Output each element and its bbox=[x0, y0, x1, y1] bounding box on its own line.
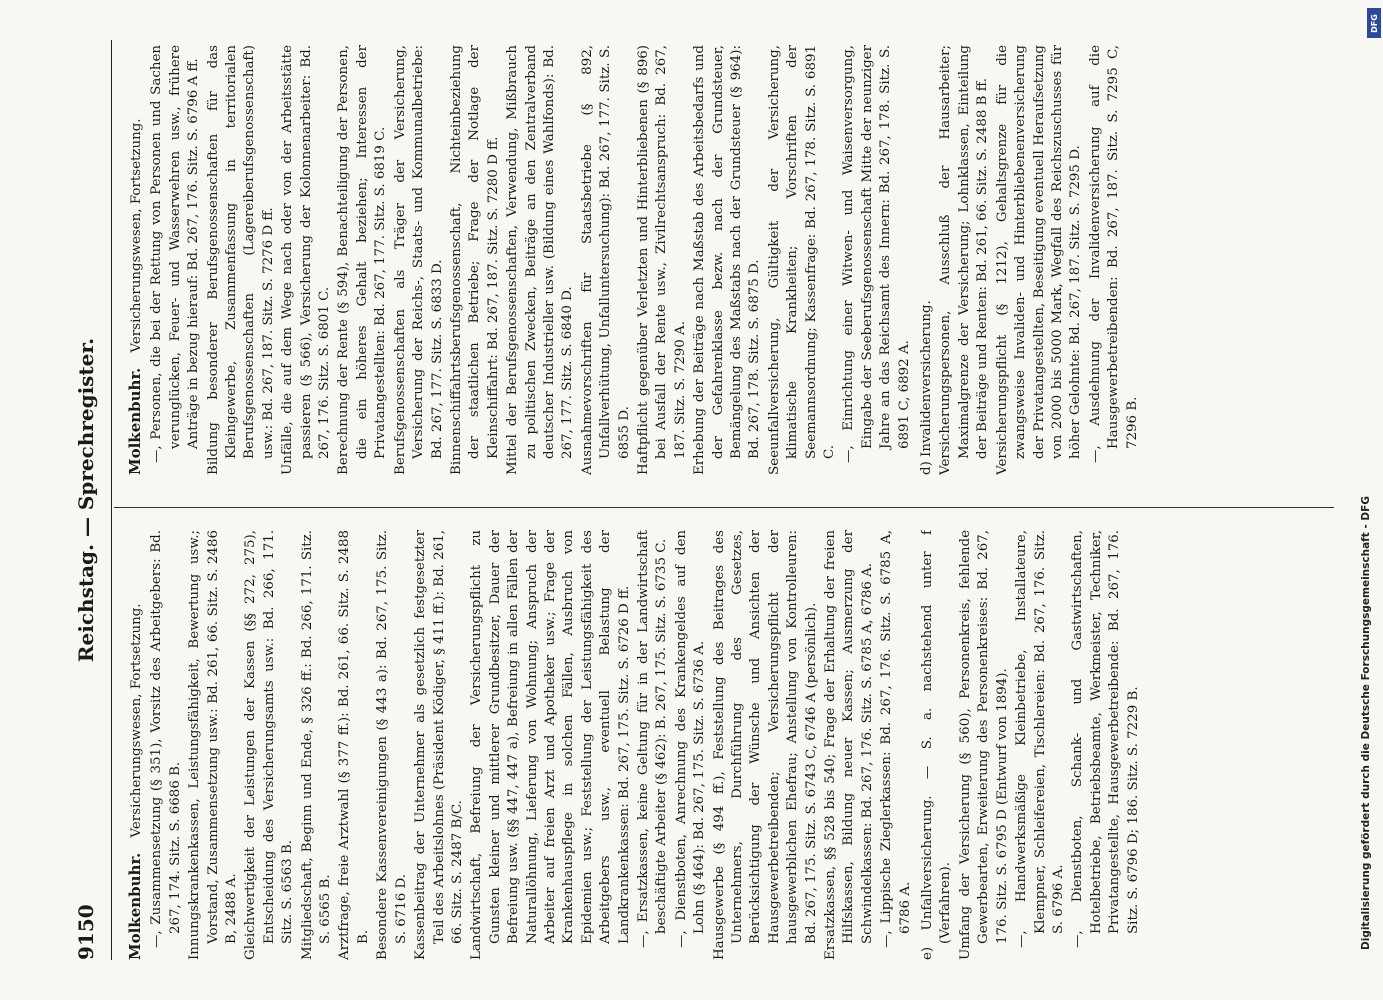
register-entry: Berechnung der Rente (§ 594), Benachteiligung der Personen, die ein höheres Gehalt beziehen; Interessen der Privatangestellten: Bd. 267, 177. Sitz. S. 6819 C. bbox=[336, 45, 389, 475]
register-entry: Gleichwertigkeit der Leistungen der Kassen (§§ 272, 275), Entscheidung des Versicherungsamts usw.: Bd. 266, 171. Sitz. S. 6563 B. bbox=[243, 530, 296, 960]
register-entry: Arztfrage, freie Arztwahl (§ 377 ff.): Bd. 261, 66. Sitz. S. 2488 B. bbox=[337, 530, 371, 960]
speaker-name: Molkenbuhr. bbox=[126, 367, 144, 475]
register-entry: Landwirtschaft, Befreiung der Versicherungspflicht zu Gunsten kleiner und mittlerer Grundbesitzer, Dauer der Befreiung usw. (§§ 447, 447 a), Befreiung in allen Fällen der Naturallöhnung, Lieferung von Wohnung; Anspruch der Arbeiter auf freien Arzt und Apotheker usw.; Frage der Krankenhauspflege in solchen Fällen, Ausbruch von Epidemien usw.; Feststellung der Leistungsfähigkeit des Arbeitgebers usw., eventuell Belastung der Landkrankenkassen: Bd. 267, 175. Sitz. S. 6726 D ff. bbox=[469, 530, 632, 960]
register-entry: Mittel der Berufsgenossenschaften, Verwendung, Mißbrauch zu politischen Zwecken, Beiträge an den Zentralverband deutscher Industrieller usw. (Bildung eines Wahlfonds): Bd. 267, 177. Sitz. S. 6840 D. bbox=[505, 45, 576, 475]
register-entry: Versicherungspersonen, Ausschluß der Hausarbeiter; Maximalgrenze der Versicherung; Lohnklassen, Einteilung der Beiträge und Renten: Bd. 261, 66. Sitz. S. 2488 B ff. bbox=[938, 45, 991, 475]
register-entry: Innungskrankenkassen, Leistungsfähigkeit, Bewertung usw.; Vorstand, Zusammensetzung usw.: Bd. 261, 66. Sitz. S. 2486 B, 2488 A. bbox=[187, 530, 240, 960]
register-entry: —, Dienstboten, Anrechnung des Krankengeldes auf den Lohn (§ 464): Bd. 267, 175. Sitz. S. 6736 A. bbox=[673, 530, 708, 948]
register-entry: Haftpflicht gegenüber Verletzten und Hinterbliebenen (§ 896) bei Ausfall der Rente usw., Zivilrechtsanspruch: Bd. 267, 187. Sitz. S. 7290 A. bbox=[635, 45, 688, 475]
register-entry: Seeunfallversicherung, Gültigkeit der Versicherung, klimatische Krankheiten; Vorschriften der Seemannsordnung; Kassenfrage: Bd. 267, 178. Sitz. S. 6891 C. bbox=[766, 45, 838, 475]
register-entry: Besondere Kassenvereinigungen (§ 443 a): Bd. 267, 175. Sitz. S. 6716 D. bbox=[375, 530, 409, 960]
topic-heading: Versicherungswesen, Fortsetzung. bbox=[129, 603, 144, 838]
right-column-heading bbox=[126, 45, 146, 475]
document-page bbox=[30, 0, 1360, 1000]
register-entry: Hausgewerbe (§ 494 ff.), Feststellung des Beitrages des Unternehmers, Durchführung des Gesetzes, Berücksichtigung der Wünsche und Ansichten der Hausgewerbetreibenden; Versicherungspflicht der hausgewerblichen Ehefrau; Anstellung von Kontrolleuren: Bd. 267, 175. Sitz. S. 6743 C, 6746 A (persönlich). bbox=[711, 530, 819, 960]
register-entry: Mitgliedschaft, Beginn und Ende, § 326 ff.: Bd. 266, 171. Sitz. S. 6565 B. bbox=[299, 530, 334, 960]
register-entry: Bildung besonderer Berufsgenossenschaften für das Kleingewerbe, Zusammenfassung in territorialen Berufsgenossenschaften (Lagereiberufsgenossenschaft) usw.: Bd. 267, 187. Sitz. S. 7276 D ff. bbox=[205, 45, 276, 475]
left-column-heading bbox=[126, 530, 146, 960]
left-column bbox=[126, 530, 1336, 960]
page-title: Reichstag. — Sprechregister. bbox=[74, 337, 98, 663]
register-entry: Ausnahmevorschriften für Staatsbetriebe (§ 892, Unfallverhütung, Unfalluntersuchung): Bd. 267, 177. Sitz. S. 6855 D. bbox=[579, 45, 632, 475]
section-heading: e) Unfallversicherung. — S. a. nachstehend unter f (Verfahren). bbox=[920, 530, 954, 960]
left-entries bbox=[148, 530, 915, 960]
dfg-logo-text: DFG bbox=[1369, 13, 1379, 33]
register-entry: —, Personen, die bei der Rettung von Personen und Sachen verunglücken, Feuer- und Wasserwehren usw., frühere Anträge in bezug hierauf: Bd. 267, 176. Sitz. S. 6796 A ff. bbox=[149, 45, 202, 463]
header-rule bbox=[111, 40, 112, 960]
register-entry: —, Lippische Zieglerkassen: Bd. 267, 176. Sitz. S. 6785 A, 6786 A. bbox=[879, 530, 913, 948]
register-entry: Berufsgenossenschaften als Träger der Versicherung, Versicherung der Reichs-, Staats- und Kommunalbetriebe: Bd. 267, 177. Sitz. S. 6833 D. bbox=[392, 45, 445, 475]
register-entry: —, Zusammensetzung (§ 351), Vorsitz des Arbeitgebers: Bd. 267, 174. Sitz. S. 6686 B. bbox=[149, 530, 183, 948]
register-entry: —, Dienstboten, Schank- und Gastwirtschaften, Hotelbetriebe, Betriebsbeamte, Werkmeister, Techniker, Privatangestellte, Hausgewerbetreibende: Bd. 267, 176. Sitz. S. 6796 D; 186. Sitz. S. 7229 B. bbox=[1070, 530, 1141, 948]
page-header bbox=[68, 40, 108, 960]
register-entry: —, Ersatzkassen, keine Geltung für in der Landwirtschaft beschäftigte Arbeiter (§ 462): B. 267, 175. Sitz. S. 6735 C. bbox=[635, 530, 670, 948]
register-entry: —, Einrichtung einer Witwen- und Waisenversorgung, Eingabe der Seeberufsgenossenschaft Mitte der neunziger Jahre an das Reichsamt des Innern: Bd. 267, 178. Sitz. S. 6891 C, 6892 A. bbox=[841, 45, 912, 463]
register-entry: Erhebung der Beiträge nach Maßstab des Arbeitsbedarfs und der Gefahrenklasse bezw. nach der Grundsteuer, Bemängelung des Maßstabs nach der Grundsteuer (§ 964): Bd. 267, 178. Sitz. S. 6875 D. bbox=[692, 45, 763, 475]
digitization-note-text: Digitalisierung gefördert durch die Deutsche Forschungsgemeinschaft - DFG bbox=[1360, 496, 1372, 950]
digitization-note bbox=[1352, 20, 1383, 960]
register-entry: Binnenschiffahrtsberufsgenossenschaft, Nichteinbeziehung der staatlichen Betriebe; Frage der Notlage der Kleinschiffahrt: Bd. 267, 187. Sitz. S. 7280 D ff. bbox=[448, 45, 501, 475]
column-divider bbox=[114, 507, 1334, 508]
speaker-name: Molkenbuhr. bbox=[126, 852, 144, 960]
register-entry: Unfälle, die auf dem Wege nach oder von der Arbeitsstätte passieren (§ 566), Versicherung der Kolonnenarbeiter: Bd. 267, 176. Sitz. S. 6801 C. bbox=[280, 45, 333, 475]
right-entries bbox=[148, 45, 914, 475]
register-entry: —, Ausdehnung der Invalidenversicherung auf die Hausgewerbetreibenden: Bd. 267, 187. Sitz. S. 7295 C, 7296 B. bbox=[1087, 45, 1140, 463]
register-entry: Kassenbeitrag der Unternehmer als gesetzlich festgesetzter Teil des Arbeitslohnes (Präsident Ködiger, § 411 ff.): Bd. 261, 66. Sitz. S. 2487 B/C. bbox=[413, 530, 465, 960]
right-column bbox=[126, 45, 1336, 475]
register-entry: —, Handwerksmäßige Kleinbetriebe, Installateure, Klempner, Schleifereien, Tischlereien: Bd. 267, 176. Sitz. S. 6796 A. bbox=[1014, 530, 1066, 948]
section-heading: d) Invalidenversicherung. bbox=[919, 300, 935, 475]
register-entry: Versicherungspflicht (§ 1212), Gehaltsgrenze für die zwangsweise Invaliden- und Hinterbliebenenversicherung der Privatangestellten, Beseitigung eventuell Heraufsetzung von 2000 bis 5000 Mark, Wegfall des Reichszuschusses für höher Gelohnte: Bd. 267, 187. Sitz. S. 7295 D. bbox=[994, 45, 1084, 475]
topic-heading: Versicherungswesen, Fortsetzung. bbox=[129, 118, 144, 353]
register-entry: Umfang der Versicherung (§ 560), Personenkreis, fehlende Gewerbearten, Erweiterung des Personenkreises: Bd. 267, 176. Sitz. S. 6795 D (Entwurf von 1894). bbox=[957, 530, 1010, 960]
register-entry: Ersatzkassen, §§ 528 bis 540; Frage der Erhaltung der freien Hilfskassen, Bildung neuer Kassen; Ausmerzung der Schwindelkassen: Bd. 267, 176. Sitz. S. 6785 A, 6786 A. bbox=[823, 530, 875, 960]
page-number: 9150 bbox=[74, 904, 98, 960]
section-d-entries bbox=[937, 45, 1141, 475]
section-e-entries bbox=[957, 530, 1143, 960]
